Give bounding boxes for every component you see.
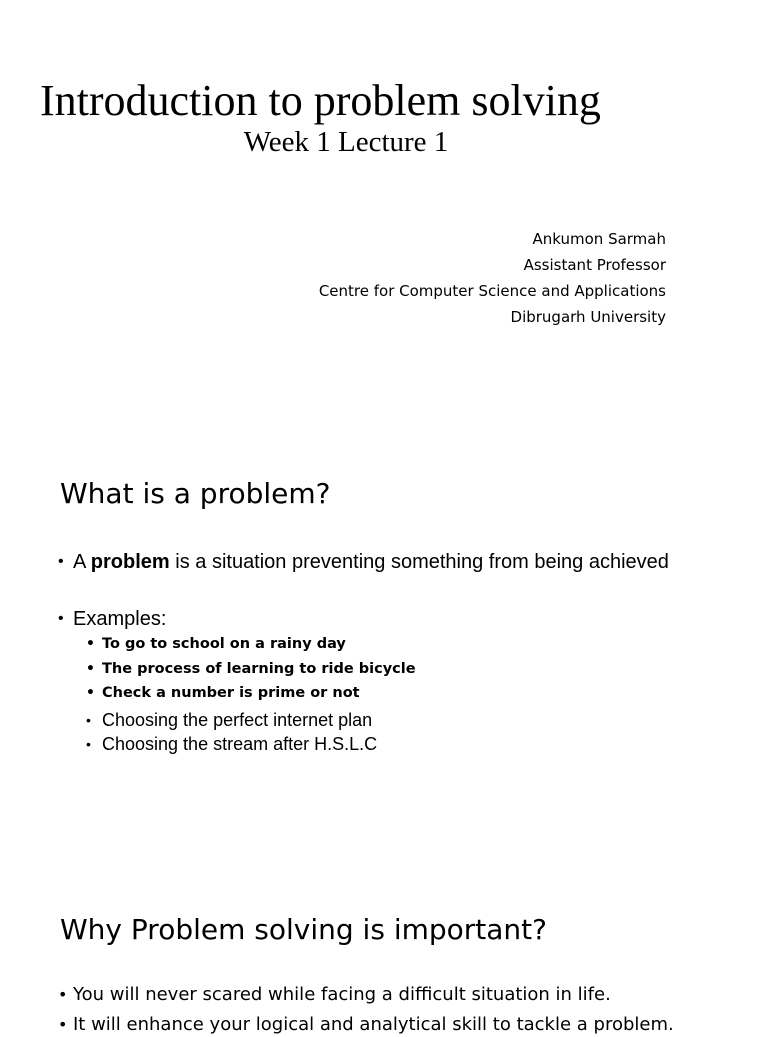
slide-heading: Why Problem solving is important? xyxy=(60,913,548,946)
definition-prefix: A xyxy=(73,551,91,573)
example-text: The process of learning to ride bicycle xyxy=(102,661,416,677)
slide-heading: What is a problem? xyxy=(60,477,331,510)
definition-text xyxy=(73,550,708,574)
problem-definition-slide xyxy=(0,420,768,860)
definition-rest: is a situation preventing something from being achieved xyxy=(169,551,669,573)
examples-bullet xyxy=(58,607,708,631)
author-university: Dibrugarh University xyxy=(510,308,666,326)
bullet-dot: • xyxy=(86,685,95,701)
title-slide xyxy=(0,0,768,420)
importance-text: You will never scared while facing a difficult situation in life. xyxy=(73,984,611,1005)
example-item xyxy=(86,681,360,705)
bullet-dot: • xyxy=(58,985,68,1004)
definition-term: problem xyxy=(90,551,170,573)
bullet-dot: • xyxy=(58,1015,68,1034)
bullet-dot: • xyxy=(86,736,91,752)
author-department: Centre for Computer Science and Applications xyxy=(318,282,666,300)
example-item xyxy=(86,632,346,656)
importance-slide xyxy=(0,860,768,1035)
example-text: Check a number is prime or not xyxy=(102,685,360,701)
example-text: Choosing the perfect internet plan xyxy=(102,710,373,730)
author-info xyxy=(319,226,666,330)
example-item xyxy=(86,732,377,756)
bullet-dot: • xyxy=(58,553,64,570)
presentation-title: Introduction to problem solving xyxy=(40,76,601,125)
bullet-dot: • xyxy=(86,661,95,677)
importance-text: It will enhance your logical and analytical skill to tackle a problem. xyxy=(73,1014,674,1035)
lecture-subtitle: Week 1 Lecture 1 xyxy=(243,126,449,158)
example-text: Choosing the stream after H.S.L.C xyxy=(102,734,378,754)
definition-bullet xyxy=(58,550,708,574)
bullet-dot: • xyxy=(58,610,64,627)
author-name: Ankumon Sarmah xyxy=(532,230,666,248)
example-text: To go to school on a rainy day xyxy=(102,636,346,652)
bullet-dot: • xyxy=(86,636,95,652)
bullet-dot: • xyxy=(86,712,91,728)
importance-bullet xyxy=(58,983,611,1007)
author-position: Assistant Professor xyxy=(523,256,666,274)
example-item xyxy=(86,657,416,681)
example-item xyxy=(86,708,372,732)
importance-bullet xyxy=(58,1013,674,1037)
examples-label: Examples: xyxy=(73,608,167,630)
